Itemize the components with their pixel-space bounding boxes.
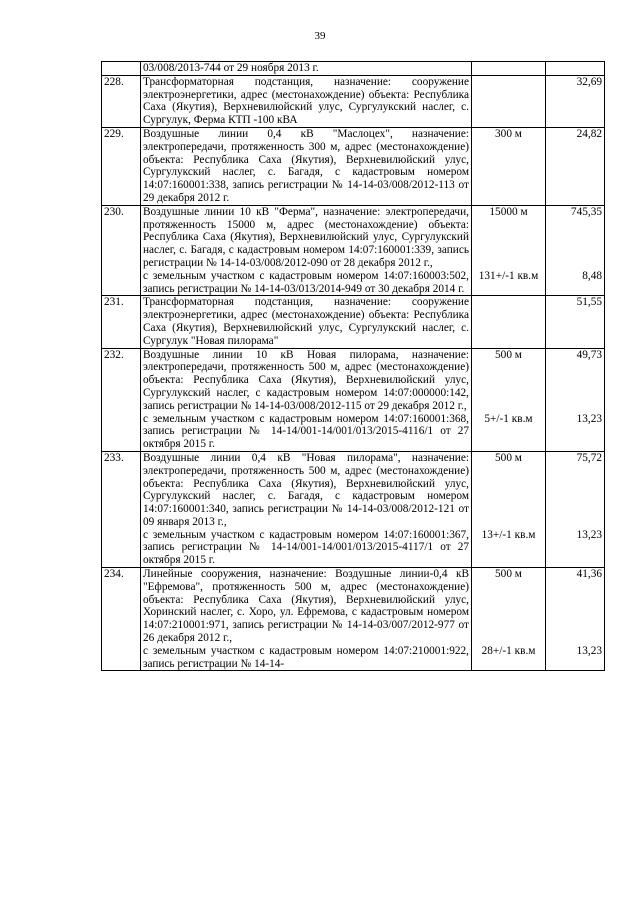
land-plot-text: с земельным участком с кадастровым номером 14:07:160003:502, запись регистрации № 14-14-03/013/2014-949 от 30 декабря 2014 г.	[143, 269, 469, 295]
object-description	[141, 348, 472, 451]
extent-cell	[472, 62, 546, 76]
row-number: 234.	[102, 568, 141, 671]
value-cell-object: 51,55	[576, 296, 602, 309]
extent-cell-object: 300 м	[495, 127, 522, 140]
land-plot-text: с земельным участком с кадастровым номером 14:07:210001:922, запись регистрации № 14-14-	[143, 644, 469, 670]
value-cell-object: 32,69	[576, 75, 602, 88]
value-cell	[546, 348, 605, 451]
object-text: Воздушные линии 0,4 кВ "Новая пилорама", назначение: электропередачи, протяженность 500 м, адрес (местонахождение) объекта: Республика Саха (Якутия), Верхневилюйский улус, Сургулукский наслег, с. Багадя, с кадастровым номером 14:07:160001:340, запись регистрации № 14-14-03/008/2012-121 от 09 января 2013 г.,	[143, 451, 469, 528]
extent-cell-land: 131+/-1 кв.м	[478, 269, 539, 282]
value-cell	[546, 62, 605, 76]
value-cell-object: 75,72	[576, 451, 602, 464]
table-row	[102, 205, 605, 296]
table-row	[102, 451, 605, 567]
value-cell-object: 49,73	[576, 348, 602, 361]
value-cell	[546, 75, 605, 127]
value-cell-land: 13,23	[576, 412, 602, 425]
extent-cell	[472, 296, 546, 348]
extent-cell-object: 500 м	[495, 568, 522, 581]
row-number: 231.	[102, 296, 141, 348]
extent-cell-object: 15000 м	[489, 205, 528, 218]
table-row	[102, 348, 605, 451]
extent-cell	[472, 205, 546, 296]
object-text: Воздушные линии 10 кВ "Ферма", назначение: электропередачи, протяженность 15000 м, адрес (местонахождение) объекта: Республика Саха (Якутия), Верхневилюйский улус, Сургулукский наслег, с. Багадя, с кадастровым номером 14:07:160001:339, запись регистрации № 14-14-03/008/2012-090 от 28 декабря 2012 г.,	[143, 205, 469, 269]
row-number: 232.	[102, 348, 141, 451]
extent-cell	[472, 451, 546, 567]
object-text: Трансформаторная подстанция, назначение: сооружение электроэнергетики, адрес (местонахождение) объекта: Республика Саха (Якутия), Верхневилюйский улус, Сургулукский наслег, с. Сургулук "Новая пилорама"	[143, 296, 469, 347]
extent-cell	[472, 348, 546, 451]
extent-cell-object: 500 м	[495, 348, 522, 361]
object-text: Воздушные линии 0,4 кВ "Маслоцех", назначение: электропередачи, протяженность 300 м, адрес (местонахождение) объекта: Республика Саха (Якутия), Верхневилюйский улус, Сургулукский наслег, с. Багадя, с кадастровым номером 14:07:160001:338, запись регистрации № 14-14-03/008/2012-113 от 29 декабря 2012 г.	[143, 127, 469, 204]
object-description	[141, 568, 472, 671]
value-cell	[546, 205, 605, 296]
land-plot-text: с земельным участком с кадастровым номером 14:07:160001:368, запись регистрации № 14-14/001-14/001/013/2015-4116/1 от 27 октября 2015 г.	[143, 412, 469, 451]
page-number: 39	[314, 30, 326, 42]
object-text: Линейные сооружения, назначение: Воздушные линии-0,4 кВ "Ефремова", протяженность 500 м, адрес (местонахождение) объекта: Республика Саха (Якутия), Верхневилюйский улус, Хоринский наслег, с. Хоро, ул. Ефремова, с кадастровым номером 14:07:210001:971, запись регистрации № 14-14-03/007/2012-977 от 26 декабря 2012 г.,	[143, 568, 469, 645]
land-plot-text: с земельным участком с кадастровым номером 14:07:160001:367, запись регистрации № 14-14/001-14/001/013/2015-4117/1 от 27 октября 2015 г.	[143, 528, 469, 567]
value-cell	[546, 127, 605, 205]
value-cell-land: 13,23	[576, 528, 602, 541]
extent-cell	[472, 568, 546, 671]
table-row	[102, 62, 605, 76]
extent-cell-land: 28+/-1 кв.м	[481, 645, 536, 658]
extent-cell	[472, 75, 546, 127]
object-description	[141, 75, 472, 127]
row-number: 228.	[102, 75, 141, 127]
value-cell-object: 24,82	[576, 127, 602, 140]
property-registry-table	[101, 61, 605, 671]
value-cell	[546, 568, 605, 671]
extent-cell-land: 5+/-1 кв.м	[484, 412, 533, 425]
table-row	[102, 127, 605, 205]
table-row	[102, 75, 605, 127]
extent-cell-object: 500 м	[495, 451, 522, 464]
object-text: Трансформаторная подстанция, назначение: сооружение электроэнергетики, адрес (местонахождение) объекта: Республика Саха (Якутия), Верхневилюйский улус, Сургулукский наслег, с. Сургулук, Ферма КТП -100 кВА	[143, 75, 469, 127]
value-cell-object: 41,36	[576, 568, 602, 581]
extent-cell	[472, 127, 546, 205]
value-cell	[546, 451, 605, 567]
value-cell	[546, 296, 605, 348]
table-body	[102, 62, 605, 671]
row-number: 229.	[102, 127, 141, 205]
object-text: Воздушные линии 10 кВ Новая пилорама, назначение: электропередачи, протяженность 500 м, адрес (местонахождение) объекта: Республика Саха (Якутия), Верхневилюйский улус, Сургулукский наслег, с кадастровым номером 14:07:000000:142, запись регистрации № 14-14-03/008/2012-115 от 29 декабря 2012 г.,	[143, 348, 469, 412]
object-description	[141, 205, 472, 296]
object-description	[141, 451, 472, 567]
table-row	[102, 568, 605, 671]
extent-cell-land: 13+/-1 кв.м	[481, 528, 536, 541]
object-description	[141, 296, 472, 348]
value-cell-land: 13,23	[576, 645, 602, 658]
value-cell-land: 8,48	[582, 269, 602, 282]
value-cell-object: 745,35	[570, 205, 602, 218]
row-number: 230.	[102, 205, 141, 296]
row-number: 233.	[102, 451, 141, 567]
object-description	[141, 127, 472, 205]
table-row	[102, 296, 605, 348]
object-text: 03/008/2013-744 от 29 ноября 2013 г.	[143, 62, 319, 74]
row-number	[102, 62, 141, 76]
object-description	[141, 62, 472, 76]
